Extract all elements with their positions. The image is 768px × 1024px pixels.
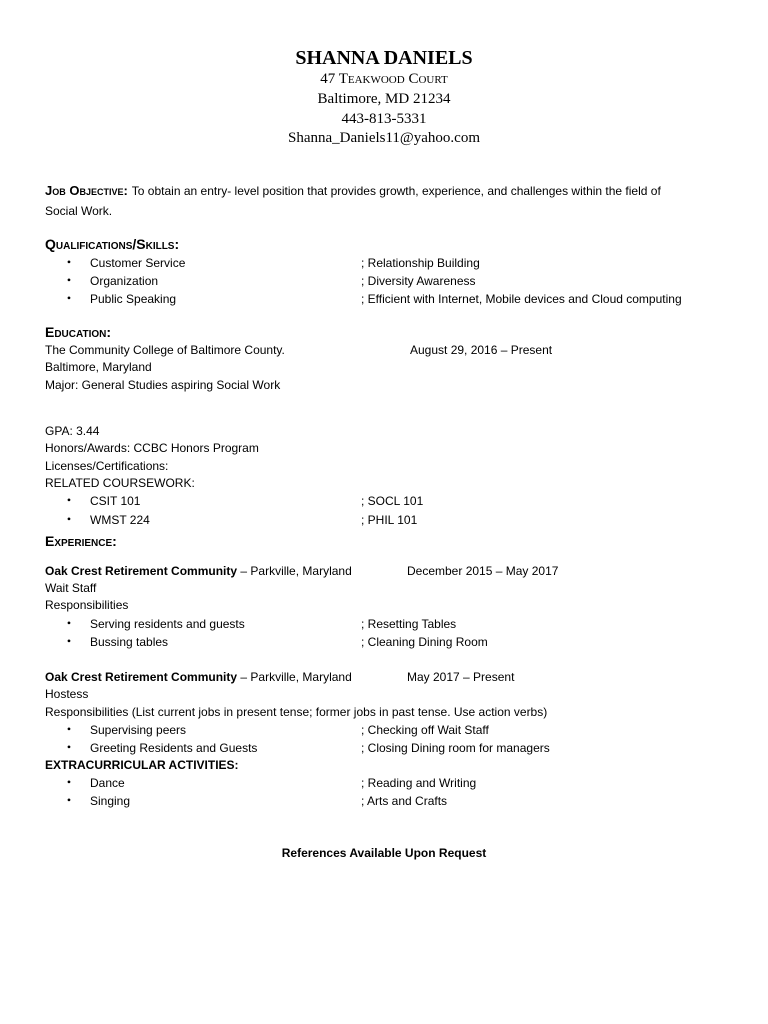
employer-place: – Parkville, Maryland xyxy=(237,564,352,578)
address-line: 47 Teakwood Court xyxy=(320,71,448,87)
employer-name: Oak Crest Retirement Community xyxy=(45,564,238,578)
list-item: Bussing tables xyxy=(90,635,169,649)
list-item: Serving residents and guests xyxy=(90,617,245,631)
list-item: ; SOCL 101 xyxy=(361,494,424,508)
list-item: WMST 224 xyxy=(90,513,150,527)
list-item: ; Cleaning Dining Room xyxy=(361,635,488,649)
education-dates: August 29, 2016 – Present xyxy=(410,343,553,357)
bullet: • xyxy=(66,634,72,648)
gpa: GPA: 3.44 xyxy=(45,424,100,438)
phone-line: 443-813-5331 xyxy=(341,111,427,127)
school-name: The Community College of Baltimore County. xyxy=(45,343,285,357)
list-item: ; Efficient with Internet, Mobile devices and Cloud computing xyxy=(361,292,682,306)
responsibilities-label: Responsibilities (List current jobs in present tense; former jobs in past tense. Use action verbs) xyxy=(45,705,548,719)
list-item: ; Reading and Writing xyxy=(361,776,477,790)
bullet: • xyxy=(66,740,72,754)
job-title: Hostess xyxy=(45,687,89,701)
licenses: Licenses/Certifications: xyxy=(45,459,169,473)
bullet: • xyxy=(66,493,72,507)
email-line: Shanna_Daniels11@yahoo.com xyxy=(288,130,480,146)
bullet: • xyxy=(66,255,72,269)
honors: Honors/Awards: CCBC Honors Program xyxy=(45,441,259,455)
list-item: Greeting Residents and Guests xyxy=(90,741,258,755)
qualifications-heading: Qualifications/Skills: xyxy=(45,236,180,252)
employer-place: – Parkville, Maryland xyxy=(237,670,352,684)
list-item: CSIT 101 xyxy=(90,494,141,508)
bullet: • xyxy=(66,291,72,305)
list-item: ; Resetting Tables xyxy=(361,617,457,631)
bullet: • xyxy=(66,273,72,287)
bullet: • xyxy=(66,793,72,807)
extracurricular-heading: EXTRACURRICULAR ACTIVITIES: xyxy=(45,758,239,772)
bullet: • xyxy=(66,616,72,630)
objective-text: To obtain an entry- level position that provides growth, experience, and challenges within the field of xyxy=(131,184,661,198)
city-line: Baltimore, MD 21234 xyxy=(317,91,451,107)
list-item: Singing xyxy=(90,794,131,808)
bullet: • xyxy=(66,722,72,736)
education-heading: Education: xyxy=(45,324,112,340)
resume-name: SHANNA DANIELS xyxy=(295,47,473,69)
list-item: ; Diversity Awareness xyxy=(361,274,476,288)
major: Major: General Studies aspiring Social Work xyxy=(45,378,281,392)
job-dates: December 2015 – May 2017 xyxy=(407,564,559,578)
objective-section xyxy=(45,182,661,200)
list-item: Customer Service xyxy=(90,256,186,270)
list-item: Public Speaking xyxy=(90,292,177,306)
school-location: Baltimore, Maryland xyxy=(45,360,152,374)
job-title: Wait Staff xyxy=(45,581,97,595)
list-item: ; Closing Dining room for managers xyxy=(361,741,550,755)
list-item: ; Checking off Wait Staff xyxy=(361,723,489,737)
job-dates: May 2017 – Present xyxy=(407,670,515,684)
responsibilities-label: Responsibilities xyxy=(45,598,129,612)
objective-text-cont: Social Work. xyxy=(45,204,113,218)
list-item: ; PHIL 101 xyxy=(361,513,418,527)
list-item: ; Arts and Crafts xyxy=(361,794,448,808)
list-item: ; Relationship Building xyxy=(361,256,480,270)
job-employer-line xyxy=(45,563,352,580)
bullet: • xyxy=(66,775,72,789)
job-employer-line xyxy=(45,669,352,686)
coursework-label: RELATED COURSEWORK: xyxy=(45,476,195,490)
experience-heading: Experience: xyxy=(45,533,117,549)
list-item: Organization xyxy=(90,274,159,288)
bullet: • xyxy=(66,512,72,526)
list-item: Dance xyxy=(90,776,125,790)
references-note: References Available Upon Request xyxy=(281,846,487,860)
employer-name: Oak Crest Retirement Community xyxy=(45,670,238,684)
list-item: Supervising peers xyxy=(90,723,187,737)
objective-label: Job Objective: xyxy=(45,183,128,198)
